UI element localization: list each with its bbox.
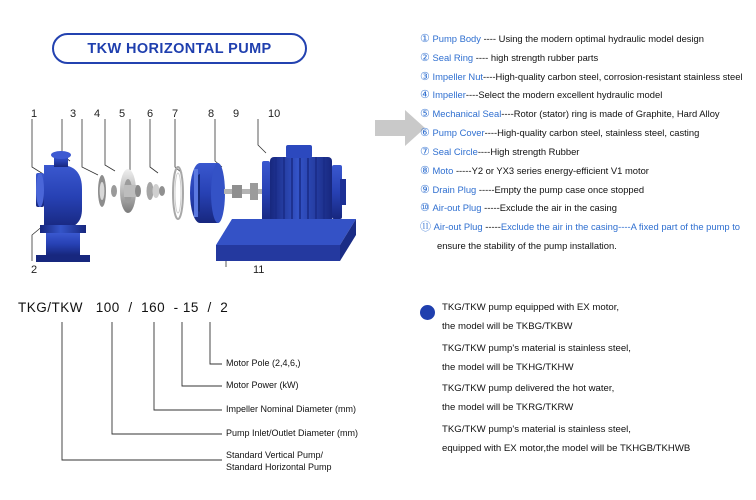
model-code-leader-lines (14, 300, 384, 485)
feature-dash: ----- (485, 221, 501, 233)
feature-number: ③ (420, 70, 430, 83)
feature-number: ② (420, 51, 430, 64)
model-label-power: Motor Power (kW) (226, 380, 299, 390)
note-line: TKG/TKW pump's material is stainless steel, (442, 342, 631, 354)
callout-1: 1 (31, 108, 38, 120)
note-line: the model will be TKRG/TKRW (442, 402, 574, 414)
note-line: TKG/TKW pump delivered the hot water, (442, 383, 615, 395)
feature-desc: high strength rubber parts (490, 51, 599, 63)
feature-desc: Exclude the air in the casing----A fixed part of the pump to (500, 221, 741, 233)
feature-name: Seal Circle (432, 145, 478, 157)
callout-5: 5 (119, 108, 126, 120)
callout-9: 9 (233, 108, 240, 120)
feature-item (420, 71, 750, 84)
feature-number: ⑨ (420, 183, 430, 196)
note-line: TKG/TKW pump's material is stainless steel, (442, 424, 631, 436)
feature-dash: ----- (478, 183, 495, 195)
pump-part-mechanical-seal (147, 182, 166, 200)
callout-2: 2 (31, 264, 38, 276)
note-line: equipped with EX motor,the model will be TKHGB/TKHWB (442, 443, 691, 455)
model-label-inlet: Pump Inlet/Outlet Diameter (mm) (226, 428, 359, 438)
feature-number: ④ (420, 89, 430, 102)
model-seg-inlet: 100 (95, 300, 120, 315)
model-seg-pole: 2 (220, 300, 229, 315)
feature-desc: Exclude the air in the casing (499, 202, 617, 214)
model-seg-dash: - (173, 300, 179, 315)
pump-part-seal-ring (98, 175, 106, 207)
pump-part-suction-casing (36, 151, 90, 262)
feature-desc: Select the modern excellent hydraulic model (478, 89, 663, 101)
note-line: the model will be TKHG/TKHW (442, 361, 574, 373)
feature-number: ⑥ (420, 127, 430, 140)
notes-block (420, 303, 750, 463)
callout-8: 8 (208, 108, 215, 120)
feature-dash: ---- (483, 70, 496, 82)
callout-10: 10 (268, 108, 281, 120)
feature-dash: ---- (475, 51, 489, 63)
pump-part-pump-cover (190, 163, 225, 223)
feature-name: Air-out Plug (433, 221, 483, 233)
feature-name: Moto (432, 164, 454, 176)
feature-dash: ---- (483, 33, 497, 44)
model-label-impeller: Impeller Nominal Diameter (mm) (226, 404, 357, 414)
feature-name: Air-out Plug (432, 202, 482, 214)
feature-desc: High-quality carbon steel, stainless steel, casting (497, 127, 700, 139)
feature-item (420, 108, 750, 121)
callout-3: 3 (70, 108, 77, 120)
feature-item (420, 146, 750, 159)
model-seg-slash2: / (207, 300, 212, 315)
feature-dash: ----- (484, 202, 500, 214)
feature-item (420, 202, 750, 215)
model-label-pole: Motor Pole (2,4,6,) (226, 358, 301, 368)
feature-item (420, 33, 750, 46)
feature-name: Mechanical Seal (432, 108, 502, 120)
feature-number: ⑦ (420, 145, 430, 158)
model-seg-series: TKG/TKW (18, 300, 83, 315)
exploded-pump-diagram (10, 95, 390, 285)
feature-number: ⑩ (420, 202, 430, 215)
feature-desc: Using the modern optimal hydraulic model design (498, 33, 704, 44)
feature-dash: ---- (477, 145, 491, 157)
callout-11: 11 (253, 264, 265, 276)
feature-dash: ----- (455, 164, 472, 176)
bullet-icon (420, 305, 435, 320)
feature-extra-line: ensure the stability of the pump installation. (437, 240, 617, 252)
model-seg-slash1: / (128, 300, 133, 315)
feature-dash: ---- (501, 108, 514, 120)
feature-dash: ---- (465, 89, 479, 101)
model-code-block (14, 300, 384, 490)
feature-dash: ---- (484, 127, 498, 139)
pump-part-impeller (120, 169, 141, 213)
page-title-text: TKW HORIZONTAL PUMP (87, 40, 272, 57)
feature-desc: Empty the pump case once stopped (494, 183, 645, 195)
callout-4: 4 (94, 108, 101, 120)
feature-number: ① (420, 33, 430, 45)
callout-6: 6 (147, 108, 154, 120)
feature-desc: Y2 or YX3 series energy-efficient V1 motor (471, 164, 649, 176)
note-line: the model will be TKBG/TKBW (442, 321, 573, 333)
feature-name: Seal Ring (432, 51, 474, 63)
model-label-type-1: Standard Vertical Pump/ (226, 450, 324, 460)
arrow-right-icon (375, 108, 425, 148)
feature-name: Drain Plug (432, 183, 477, 195)
feature-name: Pump Cover (432, 127, 485, 139)
feature-list (420, 33, 750, 251)
page-title (52, 33, 307, 64)
feature-item (420, 127, 750, 140)
note-line: TKG/TKW pump equipped with EX motor, (442, 302, 620, 313)
feature-desc: High-quality carbon steel, corrosion-resistant stainless steel (495, 70, 743, 82)
feature-item (420, 165, 750, 178)
feature-desc: Rotor (stator) ring is made of Graphite, Hard Alloy (513, 108, 720, 120)
pump-part-base-plate (216, 219, 356, 261)
feature-item (420, 184, 750, 197)
feature-item (420, 89, 750, 102)
pump-part-impeller-nut (111, 185, 117, 197)
feature-name: Pump Body (432, 33, 481, 44)
feature-number: ⑤ (420, 108, 430, 121)
model-label-type-2: Standard Horizontal Pump (226, 462, 332, 472)
feature-number: ⑪ (420, 221, 431, 234)
pump-part-seal-circle (173, 167, 183, 219)
callout-7: 7 (172, 108, 179, 120)
feature-desc: High strength Rubber (490, 145, 580, 157)
feature-item (420, 52, 750, 65)
feature-item (420, 221, 750, 234)
model-seg-impeller: 160 (141, 300, 166, 315)
feature-name: Impeller (432, 89, 466, 101)
feature-number: ⑧ (420, 164, 430, 177)
feature-name: Impeller Nut (432, 70, 484, 82)
model-seg-power: 15 (182, 300, 199, 315)
